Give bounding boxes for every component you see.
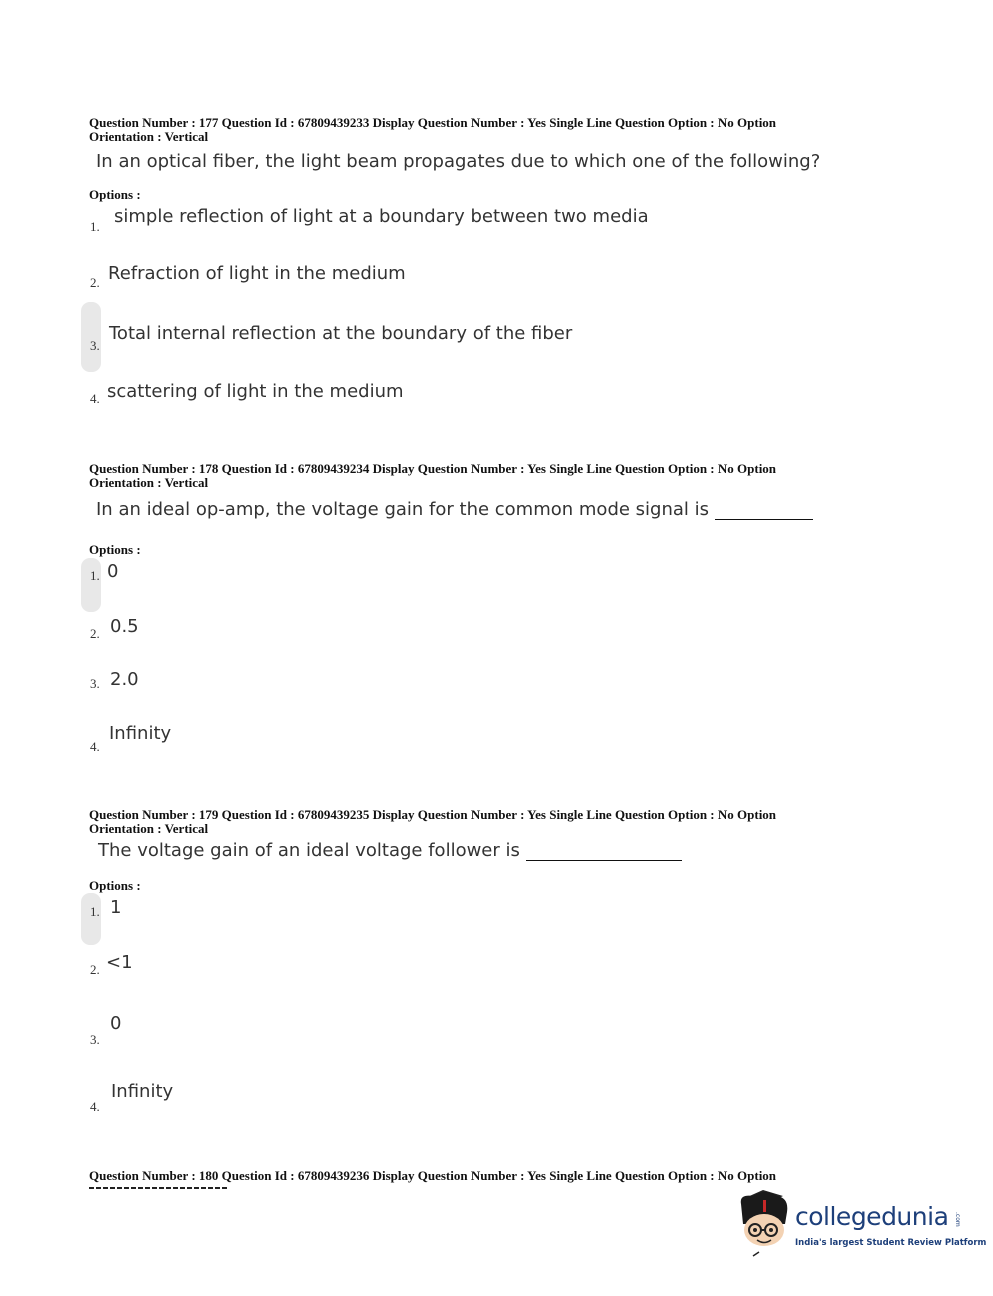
question-text bbox=[98, 840, 682, 861]
option-text: 1 bbox=[110, 897, 122, 918]
answer-blank bbox=[715, 501, 813, 520]
option-number: 4. bbox=[90, 391, 100, 406]
question-text-content: In an ideal op-amp, the voltage gain for the common mode signal is bbox=[96, 499, 710, 520]
option-text: simple reflection of light at a boundary between two media bbox=[114, 206, 649, 227]
question-meta-line1: Question Number : 179 Question Id : 67809439235 Display Question Number : Yes Single Line Question Option : No Option bbox=[89, 807, 777, 822]
question-meta-line2: Orientation : Vertical bbox=[89, 821, 209, 836]
option-text: 0.5 bbox=[110, 616, 139, 637]
correct-answer-highlight bbox=[81, 558, 101, 612]
question-meta bbox=[89, 462, 889, 490]
question-meta-line2: Orientation : Vertical bbox=[89, 475, 209, 490]
option-number: 1. bbox=[90, 904, 100, 919]
option-text: Infinity bbox=[109, 723, 172, 744]
option-number: 2. bbox=[90, 275, 100, 290]
question-meta-line2: Orientation : Vertical bbox=[89, 129, 209, 144]
question-text-content: The voltage gain of an ideal voltage follower is bbox=[98, 840, 520, 861]
question-text bbox=[96, 499, 813, 520]
option-text: Infinity bbox=[111, 1081, 174, 1102]
option-text: 0 bbox=[110, 1013, 122, 1034]
logo-tagline: India's largest Student Review Platform bbox=[795, 1238, 987, 1248]
options-label: Options : bbox=[89, 542, 141, 557]
option-text: 2.0 bbox=[110, 669, 139, 690]
option-text: scattering of light in the medium bbox=[107, 381, 404, 402]
option-text: Refraction of light in the medium bbox=[108, 263, 406, 284]
option-number: 2. bbox=[90, 962, 100, 977]
option-number: 3. bbox=[90, 1032, 100, 1047]
option-text: 0 bbox=[107, 561, 119, 582]
question-meta-line1: Question Number : 177 Question Id : 67809439233 Display Question Number : Yes Single Line Question Option : No Option bbox=[89, 115, 777, 130]
logo-com: .com bbox=[954, 1212, 961, 1227]
answer-blank bbox=[526, 842, 682, 861]
collegedunia-logo bbox=[735, 1190, 987, 1260]
logo-name: collegedunia bbox=[795, 1202, 949, 1231]
correct-answer-highlight bbox=[81, 302, 101, 372]
options-label: Options : bbox=[89, 878, 141, 893]
option-text: <1 bbox=[106, 952, 133, 973]
question-meta-line1: Question Number : 180 Question Id : 67809439236 Display Question Number : Yes Single Line Question Option : No Option bbox=[89, 1169, 777, 1183]
option-number: 1. bbox=[90, 219, 100, 234]
option-text: Total internal reflection at the boundary of the fiber bbox=[109, 323, 573, 344]
question-meta-line2-cutoff bbox=[89, 1183, 889, 1189]
question-meta bbox=[89, 808, 889, 836]
option-number: 4. bbox=[90, 739, 100, 754]
option-number: 4. bbox=[90, 1099, 100, 1114]
option-number: 2. bbox=[90, 626, 100, 641]
question-meta bbox=[89, 116, 889, 144]
option-number: 3. bbox=[90, 338, 100, 353]
question-meta-line1: Question Number : 178 Question Id : 67809439234 Display Question Number : Yes Single Line Question Option : No Option bbox=[89, 461, 777, 476]
mascot-icon bbox=[735, 1190, 793, 1260]
options-label: Options : bbox=[89, 187, 141, 202]
option-number: 1. bbox=[90, 568, 100, 583]
option-number: 3. bbox=[90, 676, 100, 691]
question-text: In an optical fiber, the light beam propagates due to which one of the following? bbox=[96, 151, 821, 172]
